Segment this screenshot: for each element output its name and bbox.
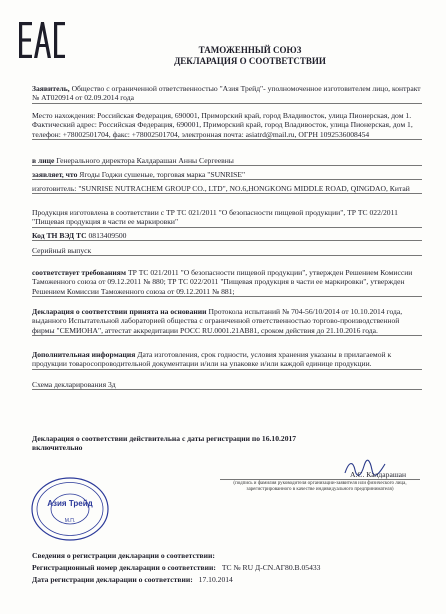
scheme-block: Схема декларирования 3д [32,380,422,390]
additional-label: Дополнительная информация [32,350,136,359]
code-value: 0813409500 [88,231,127,240]
header-union: ТАМОЖЕННЫЙ СОЮЗ [198,45,302,55]
basis-text: Протокола испытаний № 704-56/10/2014 от 10.10.2014 года, выданного Испытательной лабораторией общества с ограниченной ответственностью торгово-производственной фирмы "СЕМИОНА", аттестат аккредитации РОСС RU.0001.21АВ81, сроком действия до 21.10.2016 года. [32,307,403,335]
series-block: Серийный выпуск [32,246,422,256]
manufacturer-text: "SUNRISE NUTRACHEM GROUP CO., LTD", NO.6,HONGKONG MIDDLE ROAD, QINGDAO, Китай [78,184,410,193]
eac-logo-icon [19,22,65,58]
manufacturer-label: изготовитель: [32,184,77,193]
requirements-text: ТР ТС 021/2011 "О безопасности пищевой продукции", утвержден Решением Комиссии Таможенного союза от 09.12.2011 № 880; ТР ТС 022/2011 "Пищевая продукция в части ее маркировки", утвержден Решением Комиссии Таможенного союза от 09.12.2011 № 881; [32,268,413,296]
signatory-name: А.С. Калдарашан [350,470,407,479]
registration-heading: Сведения о регистрации декларации о соответствии: [32,551,215,560]
registration-number-label: Регистрационный номер декларации о соответствии: [32,563,216,572]
applicant-address: Место нахождения: Российская Федерация, 690001, Приморский край, город Владивосток, улица Пионерская, дом 1. Фактический адрес: Российская Федерация, 690001, Приморский край, город Владивосток, улица Пионерская, дом 1, телефон: +78002501704, факс: +78002501704, электронная почта: asiatrd@mail.ru, ОГРН 1092536008454 [32,111,422,140]
requirements-block [32,268,422,297]
header-title: ДЕКЛАРАЦИЯ О СООТВЕТСТВИИ [174,56,326,66]
representative-block [32,156,422,166]
applicant-label: Заявитель, [32,84,70,93]
requirements-label: соответствует требованиям [32,268,127,277]
representative-label: в лице [32,156,55,165]
additional-text: Дата изготовления, срок годности, условия хранения указаны в прилагаемой к продукции товаросопроводительной документации и/или на упаковке и/или каждой единице продукции. [32,350,392,369]
product-text: Ягоды Годжи сушеные, торговая марка "SUNRISE" [79,170,246,179]
registration-date-label: Дата регистрации декларации о соответствии: [32,575,193,584]
stamp-company-name: Азия Трейд [47,499,93,508]
applicant-block [32,84,422,104]
validity-block: Декларация о соответствии действительна с даты регистрации по 16.10.2017 включительно [32,434,297,453]
registration-number [32,563,422,572]
signature-note: (подпись и фамилия руководителя организации-заявителя или физического лица, зарегистрированного в качестве индивидуального предпринимателя) [233,481,407,493]
code-block [32,231,422,241]
registration-date [32,575,422,584]
company-stamp-icon [30,476,110,542]
registration-number-value: ТС № RU Д-CN.АГ80.В.05433 [221,563,321,572]
manufacturer-block [32,184,422,194]
signature-line [220,479,420,480]
code-label: Код ТН ВЭД ТС [32,231,87,240]
basis-block [32,307,422,336]
basis-label: Декларация о соответствии принята на основании [32,307,207,316]
applicant-text: Общество с ограниченной ответственностью "Азия Трейд"- уполномоченное изготовителем лицо, контракт № АТ020914 от 02.09.2014 года [32,84,421,103]
registration-date-value: 17.10.2014 [198,575,233,584]
product-block [32,170,422,180]
product-conformity: Продукция изготовлена в соответствии с ТР ТС 021/2011 "О безопасности пищевой продукции", ТР ТС 022/2011 "Пищевая продукция в части ее маркировки" [32,208,422,228]
representative-text: Генерального директора Калдарашан Анны Сергеевны [56,156,234,165]
additional-block [32,350,422,370]
stamp-mp: М.П. [64,518,76,524]
product-label: заявляет, что [32,170,78,179]
